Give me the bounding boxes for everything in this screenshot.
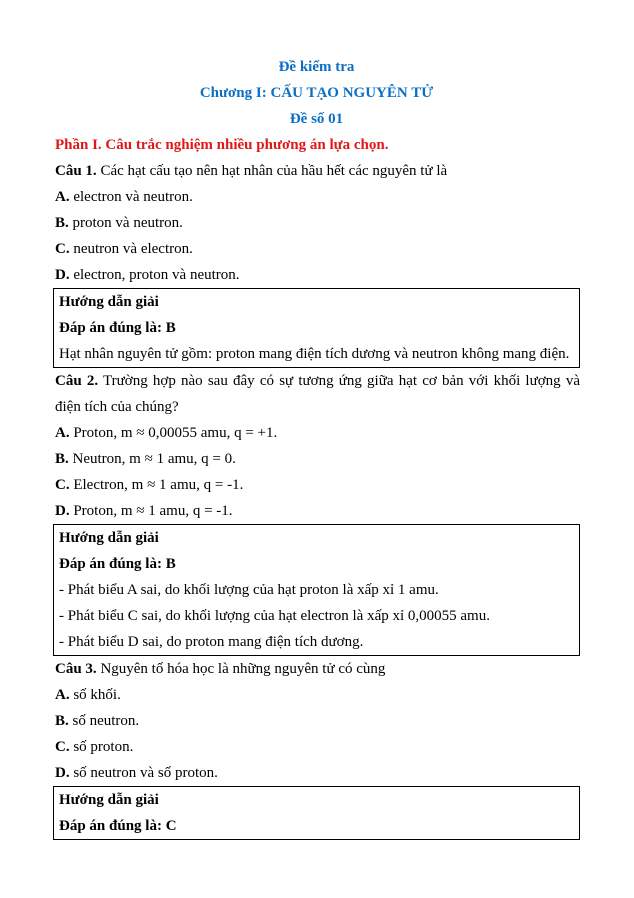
question-label: Câu 3. <box>55 661 97 677</box>
option-label: D. <box>55 503 70 519</box>
option-line <box>53 446 580 472</box>
option-label: C. <box>55 739 70 755</box>
section-header: Phần I. Câu trắc nghiệm nhiều phương án lựa chọn. <box>55 137 389 153</box>
question-stem <box>53 158 580 184</box>
question-stem <box>53 368 580 420</box>
question-label: Câu 1. <box>55 163 97 179</box>
question-block-3 <box>53 656 580 840</box>
question-text: Trường hợp nào sau đây có sự tương ứng giữa hạt cơ bản với khối lượng và điện tích của chúng? <box>55 373 580 415</box>
solution-line: - Phát biểu D sai, do proton mang điện tích dương. <box>59 634 364 650</box>
option-line <box>53 420 580 446</box>
question-block-2 <box>53 368 580 656</box>
solution-heading: Hướng dẫn giải <box>59 792 159 808</box>
solution-line: - Phát biểu C sai, do khối lượng của hạt electron là xấp xỉ 0,00055 amu. <box>59 608 490 624</box>
option-label: A. <box>55 425 70 441</box>
option-label: B. <box>55 451 69 467</box>
solution-answer: Đáp án đúng là: B <box>59 320 176 336</box>
option-line <box>53 708 580 734</box>
doc-chapter: Chương I: CẤU TẠO NGUYÊN TỬ <box>199 85 434 101</box>
doc-title: Đề kiểm tra <box>278 59 355 75</box>
option-label: A. <box>55 189 70 205</box>
option-line <box>53 498 580 524</box>
option-text: Neutron, m ≈ 1 amu, q = 0. <box>72 451 236 467</box>
document-content <box>53 54 580 840</box>
question-text: Các hạt cấu tạo nên hạt nhân của hầu hết các nguyên tử là <box>100 163 448 179</box>
solution-heading: Hướng dẫn giải <box>59 530 159 546</box>
question-block-1 <box>53 158 580 368</box>
question-text: Nguyên tố hóa học là những nguyên tử có cùng <box>100 661 386 677</box>
option-label: B. <box>55 713 69 729</box>
doc-exam-number: Đề số 01 <box>289 111 344 127</box>
option-line <box>53 210 580 236</box>
option-text: electron, proton và neutron. <box>73 267 240 283</box>
solution-box <box>53 288 580 368</box>
option-line <box>53 472 580 498</box>
option-text: Proton, m ≈ 1 amu, q = -1. <box>73 503 233 519</box>
option-text: số proton. <box>73 739 134 755</box>
option-text: số neutron. <box>72 713 140 729</box>
solution-box <box>53 524 580 656</box>
option-line <box>53 236 580 262</box>
option-line <box>53 760 580 786</box>
question-label: Câu 2. <box>55 373 99 389</box>
solution-answer: Đáp án đúng là: C <box>59 818 177 834</box>
option-text: electron và neutron. <box>73 189 193 205</box>
option-text: Electron, m ≈ 1 amu, q = -1. <box>73 477 244 493</box>
option-text: số neutron và số proton. <box>73 765 218 781</box>
question-stem <box>53 656 580 682</box>
option-line <box>53 262 580 288</box>
option-text: số khối. <box>73 687 121 703</box>
option-text: Proton, m ≈ 0,00055 amu, q = +1. <box>73 425 278 441</box>
solution-line: - Phát biểu A sai, do khối lượng của hạt proton là xấp xỉ 1 amu. <box>59 582 439 598</box>
option-text: proton và neutron. <box>72 215 183 231</box>
option-label: B. <box>55 215 69 231</box>
option-label: C. <box>55 241 70 257</box>
solution-answer: Đáp án đúng là: B <box>59 556 176 572</box>
option-label: A. <box>55 687 70 703</box>
option-line <box>53 734 580 760</box>
option-label: D. <box>55 765 70 781</box>
option-text: neutron và electron. <box>73 241 193 257</box>
solution-line: Hạt nhân nguyên tử gồm: proton mang điện tích dương và neutron không mang điện. <box>59 346 570 362</box>
option-label: C. <box>55 477 70 493</box>
option-line <box>53 682 580 708</box>
option-line <box>53 184 580 210</box>
solution-box <box>53 786 580 840</box>
solution-heading: Hướng dẫn giải <box>59 294 159 310</box>
option-label: D. <box>55 267 70 283</box>
